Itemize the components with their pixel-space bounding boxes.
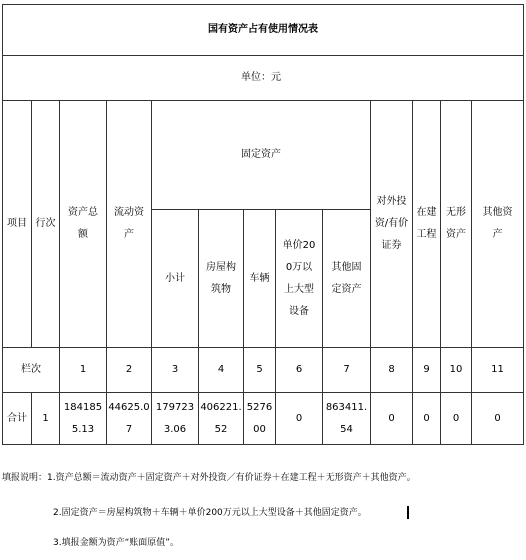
unit-label: 单位：元: [3, 56, 524, 101]
seq-cell: 9: [413, 348, 441, 393]
total-cell: 44625.07: [107, 393, 152, 445]
table-title: 国有资产占有使用情况表: [3, 5, 524, 56]
total-cell: 0: [371, 393, 413, 445]
table-row-seq: [3, 348, 524, 393]
total-cell: 527600: [244, 393, 276, 445]
total-row-no: 1: [32, 393, 60, 445]
seq-cell: 1: [60, 348, 107, 393]
seq-cell: 8: [371, 348, 413, 393]
total-cell: 0: [276, 393, 323, 445]
header-construction: 在建工程: [413, 101, 441, 348]
header-fixed-assets: 固定资产: [152, 101, 371, 210]
seq-cell: 2: [107, 348, 152, 393]
text-cursor: [407, 506, 409, 519]
header-other-fixed: 其他固定资产: [323, 210, 371, 348]
seq-cell: 5: [244, 348, 276, 393]
total-cell: 1841855.13: [60, 393, 107, 445]
table-row-total: [3, 393, 524, 445]
seq-cell: 10: [441, 348, 472, 393]
note-3: 3.填报金额为资产“账面原值”。: [53, 538, 179, 548]
header-current-assets: 流动资产: [107, 101, 152, 348]
header-row-no: 行次: [32, 101, 60, 348]
header-fixed-subtotal: 小计: [152, 210, 199, 348]
seq-cell: 11: [472, 348, 524, 393]
note-2: 2.固定资产＝房屋构筑物＋车辆＋单价200万元以上大型设备＋其他固定资产。: [53, 508, 367, 518]
total-cell: 406221.52: [199, 393, 244, 445]
header-item: 项目: [3, 101, 32, 348]
seq-cell: 4: [199, 348, 244, 393]
header-intangible: 无形资产: [441, 101, 472, 348]
header-buildings: 房屋构筑物: [199, 210, 244, 348]
note-1: 填报说明：1.资产总额＝流动资产＋固定资产＋对外投资／有价证券＋在建工程＋无形资产＋其他资产。: [2, 473, 416, 483]
seq-cell: 6: [276, 348, 323, 393]
total-label: 合计: [3, 393, 32, 445]
total-cell: 0: [441, 393, 472, 445]
header-large-equipment: 单价200万以上大型设备: [276, 210, 323, 348]
total-cell: 863411.54: [323, 393, 371, 445]
header-vehicles: 车辆: [244, 210, 276, 348]
total-cell: 0: [413, 393, 441, 445]
seq-cell: 7: [323, 348, 371, 393]
total-cell: 1797233.06: [152, 393, 199, 445]
seq-label: 栏次: [3, 348, 60, 393]
asset-usage-table: [2, 4, 524, 445]
total-cell: 0: [472, 393, 524, 445]
seq-cell: 3: [152, 348, 199, 393]
header-other-assets: 其他资产: [472, 101, 524, 348]
header-total-assets: 资产总额: [60, 101, 107, 348]
header-investment: 对外投资/有价证券: [371, 101, 413, 348]
